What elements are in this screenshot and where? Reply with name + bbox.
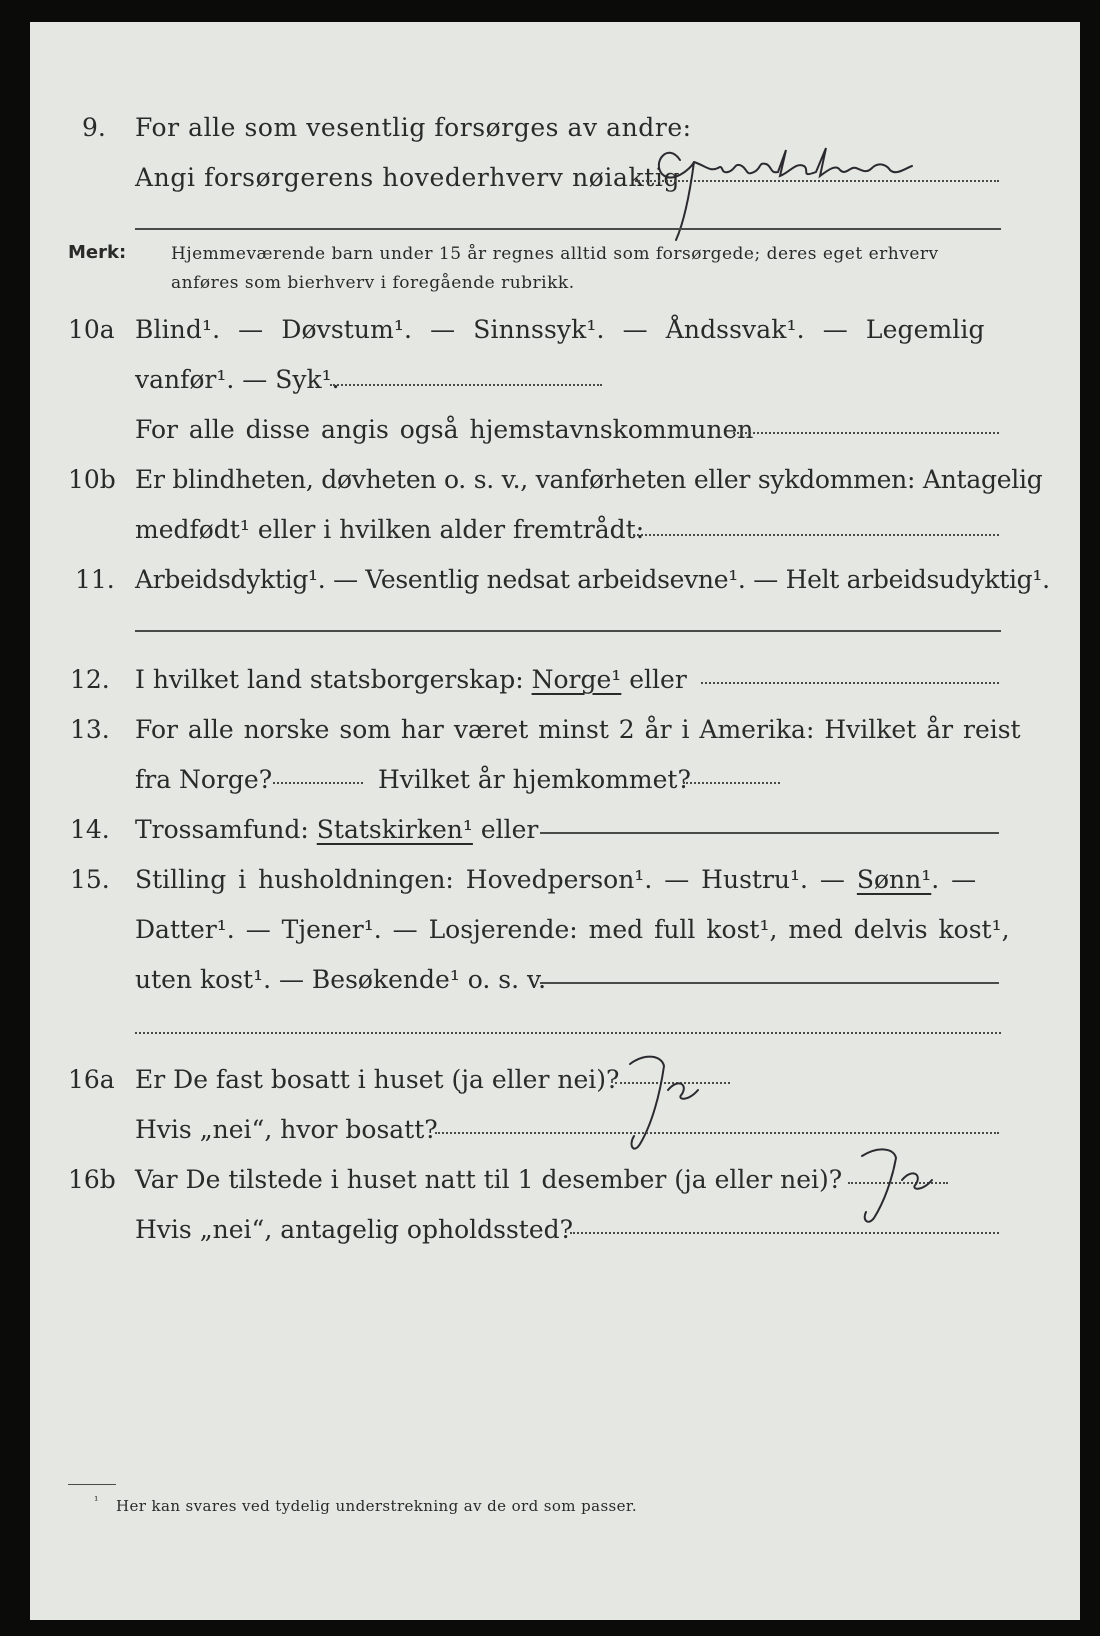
q14-statskirken-underlined: Statskirken¹ (316, 815, 473, 844)
q16a-bosatt-line (435, 1132, 999, 1134)
q11-number: 11. (75, 565, 115, 594)
q10b-number: 10b (68, 465, 116, 494)
q16a-number: 16a (68, 1065, 115, 1094)
q15-answer-line (540, 982, 999, 984)
q13-line2b: Hvilket år hjemkommet? (378, 765, 691, 794)
q14-text: Trossamfund: (135, 815, 317, 844)
q15-line2: Datter¹. — Tjener¹. — Losjerende: med full kost¹, med delvis kost¹, (135, 915, 1010, 944)
q16b-opholdssted-line (570, 1232, 999, 1234)
q15-number: 15. (70, 865, 110, 894)
census-form-page (30, 22, 1080, 1620)
q15-line1-end: . — (931, 865, 977, 894)
q10a-line3: For alle disse angis også hjemstavnskommunen (135, 415, 754, 444)
footnote-mark: ¹ (94, 1494, 99, 1507)
q15-extra-line (135, 1032, 1001, 1034)
q15-line3: uten kost¹. — Besøkende¹ o. s. v. (135, 965, 547, 994)
q14-number: 14. (70, 815, 110, 844)
q12-eller: eller (621, 665, 687, 694)
q16b-line1: Var De tilstede i huset natt til 1 desember (ja eller nei)? (135, 1165, 843, 1194)
q15-sonn-underlined: Sønn¹ (856, 865, 932, 894)
q16a-line2: Hvis „nei“, hvor bosatt? (135, 1115, 438, 1144)
q10a-syk-line (330, 384, 602, 386)
merk-line2: anføres som bierhverv i foregående rubrikk. (171, 273, 575, 293)
q12-line (135, 667, 687, 692)
q16b-line2: Hvis „nei“, antagelig opholdssted? (135, 1215, 574, 1244)
q13-number: 13. (70, 715, 110, 744)
q10b-alder-line (633, 534, 999, 536)
q10b-line2: medfødt¹ eller i hvilken alder fremtrådt: (135, 515, 645, 544)
q14-line (135, 817, 538, 842)
footnote-text: Her kan svares ved tydelig understrekning av de ord som passer. (116, 1497, 638, 1515)
q9-line2: Angi forsørgerens hovederhverv nøiaktig (135, 163, 681, 192)
q12-answer-line (701, 682, 999, 684)
q10a-line1: Blind¹. — Døvstum¹. — Sinnssyk¹. — Åndssvak¹. — Legemlig (135, 315, 985, 344)
q16a-handwritten-answer (618, 1044, 728, 1158)
q14-answer-line (540, 832, 999, 834)
q9-extra-line (135, 228, 1001, 230)
q16b-handwritten-answer (852, 1140, 962, 1234)
q12-text: I hvilket land statsborgerskap: (135, 665, 532, 694)
q10a-hjemstavn-line (733, 432, 999, 434)
q13-line2a: fra Norge? (135, 765, 273, 794)
q14-eller: eller (472, 815, 539, 844)
q11-answer-line (135, 630, 1001, 632)
footnote-rule (68, 1484, 116, 1485)
q9-number: 9. (82, 113, 106, 142)
q13-hjemkommet-line (683, 782, 780, 784)
merk-label: Merk: (68, 242, 127, 263)
merk-line1: Hjemmeværende barn under 15 år regnes alltid som forsørgede; deres eget erhverv (171, 244, 939, 264)
q15-line1 (135, 867, 976, 892)
q10b-line1: Er blindheten, døvheten o. s. v., vanførheten eller sykdommen: Antagelig (135, 465, 1043, 494)
q15-line1-text: Stilling i husholdningen: Hovedperson¹. — Hustru¹. — (135, 865, 857, 894)
q11-line1: Arbeidsdyktig¹. — Vesentlig nedsat arbeidsevne¹. — Helt arbeidsudyktig¹. (135, 565, 1050, 594)
q16a-line1: Er De fast bosatt i huset (ja eller nei)? (135, 1065, 620, 1094)
q13-reist-line (273, 782, 363, 784)
q16b-number: 16b (68, 1165, 116, 1194)
q10a-number: 10a (68, 315, 115, 344)
q9-line1: For alle som vesentlig forsørges av andre: (135, 113, 692, 142)
q12-number: 12. (70, 665, 110, 694)
q10a-line2: vanfør¹. — Syk¹. (135, 365, 340, 394)
q12-norge-underlined: Norge¹ (531, 665, 622, 694)
q13-line1: For alle norske som har været minst 2 år i Amerika: Hvilket år reist (135, 715, 1021, 744)
